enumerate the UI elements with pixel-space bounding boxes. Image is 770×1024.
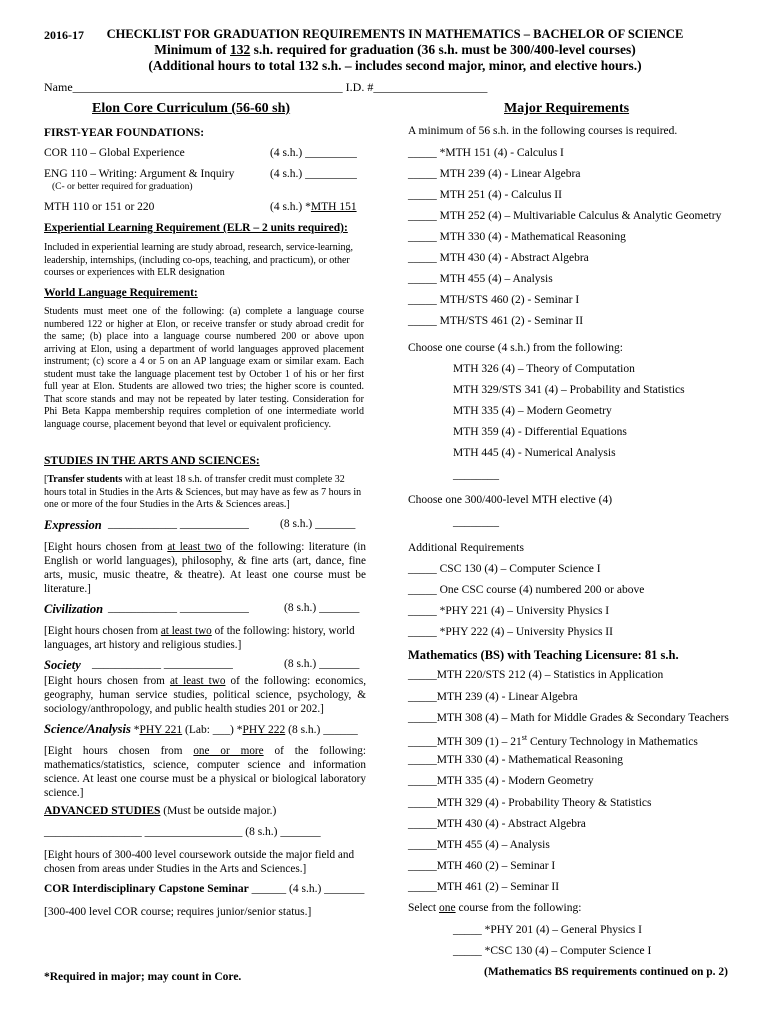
civilization-text-a: [Eight hours chosen from [44, 625, 161, 637]
core-course-item[interactable]: _____ MTH 251 (4) - Calculus II [408, 189, 562, 201]
core-course-item[interactable]: _____ MTH 252 (4) – Multivariable Calculus & Analytic Geometry [408, 210, 722, 222]
transfer-note: [Transfer students with at least 18 s.h. of transfer credit must complete 32 hours total in Studies in the Arts & Sciences, but may have as few as 7 hours in one or more of the four Studies in the Arts & Sciences areas.] [44, 474, 362, 510]
society-description [44, 674, 366, 716]
expression-label: Expression [44, 518, 102, 532]
teaching-item[interactable]: _____MTH 220/STS 212 (4) – Statistics in Application [408, 669, 664, 681]
expression-description [44, 540, 366, 596]
additional-item[interactable]: _____ *PHY 222 (4) – University Physics II [408, 626, 613, 638]
society-hours[interactable]: (8 s.h.) _______ [284, 658, 360, 670]
teaching-item[interactable]: _____MTH 430 (4) - Abstract Algebra [408, 818, 586, 830]
science-text-a: [Eight hours chosen from [44, 745, 194, 757]
continued-note: (Mathematics BS requirements continued on p. 2) [484, 966, 728, 978]
teaching-item[interactable]: _____MTH 461 (2) – Seminar II [408, 881, 560, 893]
name-id-line[interactable]: Name_____________________________________________ I.D. #___________________ [44, 80, 488, 94]
choice-item[interactable]: MTH 335 (4) – Modern Geometry [453, 405, 612, 417]
capstone-description: [300-400 level COR course; requires junior/senior status.] [44, 906, 312, 918]
expression-blanks[interactable]: ____________ ____________ [108, 518, 249, 530]
science-line: Science/Analysis *PHY 221 (Lab: ___) *PHY 222 (8 s.h.) ______ [44, 722, 358, 736]
expression-hours[interactable]: (8 s.h.) _______ [280, 518, 356, 530]
teaching-item[interactable]: _____MTH 308 (4) – Math for Middle Grades & Secondary Teachers [408, 712, 729, 724]
major-heading: Major Requirements [504, 101, 630, 116]
capstone-heading: COR Interdisciplinary Capstone Seminar [44, 883, 249, 895]
min-number: 132 [229, 42, 251, 57]
eng110-hours[interactable]: (4 s.h.) _________ [270, 168, 357, 180]
min-text: Minimum of [154, 42, 230, 57]
civilization-label: Civilization [44, 602, 104, 616]
choice-item[interactable]: MTH 329/STS 341 (4) – Probability and Statistics [453, 384, 685, 396]
core-course-item[interactable]: _____ MTH 455 (4) – Analysis [408, 273, 553, 285]
civilization-blanks[interactable]: ____________ ____________ [108, 602, 249, 614]
school-year: 2016-17 [44, 28, 84, 42]
expression-text-a: [Eight hours chosen from [44, 541, 168, 553]
additional-item[interactable]: _____ *PHY 221 (4) – University Physics I [408, 605, 610, 617]
footnote: *Required in major; may count in Core. [44, 971, 242, 983]
mth309-rest: Century Technology in Mathematics [527, 735, 698, 748]
science-phy221: PHY 221 [139, 724, 183, 736]
civilization-text-u: at least two [160, 625, 212, 637]
teaching-item-mth309[interactable] [408, 733, 698, 748]
civilization-text-b: of the following: history, world languages, art history and religious studies.] [44, 625, 355, 651]
teaching-item[interactable]: _____MTH 335 (4) - Modern Geometry [408, 775, 594, 787]
choice-blank[interactable]: ________ [453, 469, 499, 481]
teaching-item[interactable]: _____MTH 330 (4) - Mathematical Reasoning [408, 754, 623, 766]
teaching-item[interactable]: _____MTH 329 (4) - Probability Theory & Statistics [408, 797, 652, 809]
core-course-item[interactable]: _____ MTH 239 (4) - Linear Algebra [408, 168, 581, 180]
fyf-heading: FIRST-YEAR FOUNDATIONS: [44, 127, 205, 139]
cor110-course: COR 110 – Global Experience [44, 147, 185, 159]
mth309-text: _____MTH 309 (1) – 21 [408, 735, 522, 748]
expression-text-u: at least two [167, 541, 222, 553]
teaching-item[interactable]: _____MTH 460 (2) – Seminar I [408, 860, 556, 872]
science-description [44, 744, 366, 800]
mth110-hours [270, 201, 357, 213]
additional-item[interactable]: _____ CSC 130 (4) – Computer Science I [408, 563, 601, 575]
science-label: Science/Analysis [44, 722, 131, 736]
additional-item[interactable]: _____ One CSC course (4) numbered 200 or above [408, 584, 645, 596]
sas-heading: STUDIES IN THE ARTS AND SCIENCES: [44, 455, 260, 467]
select-b: course from the following: [455, 902, 582, 914]
society-text-a: [Eight hours chosen from [44, 675, 170, 687]
select-item[interactable]: _____ *CSC 130 (4) – Computer Science I [453, 945, 652, 957]
elective-heading: Choose one 300/400-level MTH elective (4) [408, 494, 613, 506]
additional-heading: Additional Requirements [408, 542, 524, 554]
core-course-item[interactable]: _____ MTH/STS 461 (2) - Seminar II [408, 315, 584, 327]
mth110-course: MTH 110 or 151 or 220 [44, 201, 155, 213]
capstone-hours[interactable]: ______ (4 s.h.) _______ [248, 883, 365, 895]
major-intro: A minimum of 56 s.h. in the following courses is required. [408, 125, 678, 137]
advanced-heading: ADVANCED STUDIES [44, 805, 161, 817]
select-a: Select [408, 902, 439, 914]
min-text-rest: s.h. required for graduation (36 s.h. must be 300/400-level courses) [250, 42, 636, 57]
eng110-note: (C- or better required for graduation) [52, 182, 193, 192]
advanced-blanks[interactable]: _________________ _________________ (8 s.h.) _______ [44, 826, 321, 838]
select-one-heading [408, 902, 581, 914]
core-course-item[interactable]: _____ MTH/STS 460 (2) - Seminar I [408, 294, 580, 306]
minimum-hours-line [0, 42, 770, 58]
choose-one-heading: Choose one course (4 s.h.) from the following: [408, 342, 623, 354]
teaching-item[interactable]: _____MTH 455 (4) – Analysis [408, 839, 550, 851]
elr-heading: Experiential Learning Requirement (ELR – 2 units required): [44, 222, 348, 234]
elective-blank[interactable]: ________ [453, 516, 499, 528]
science-text-u: one or more [193, 745, 264, 757]
select-item[interactable]: _____ *PHY 201 (4) – General Physics I [453, 924, 642, 936]
teaching-item[interactable]: _____MTH 239 (4) - Linear Algebra [408, 691, 578, 703]
world-language-heading: World Language Requirement: [44, 287, 198, 299]
science-text-b: of the following: mathematics/statistics, science, computer science and information science. At least one course must be a physical or biological laboratory science.] [44, 745, 367, 799]
select-u: one [438, 902, 456, 914]
core-course-item[interactable]: _____ MTH 330 (4) - Mathematical Reasoning [408, 231, 626, 243]
elr-description: Included in experiential learning are study abroad, research, service-learning, leadership, internships, (including co-ops, teaching, and practicum), or other courses or experiences with ELR designation [44, 242, 354, 278]
science-phy222: PHY 222 [242, 724, 286, 736]
world-language-description: Students must meet one of the following: (a) complete a language course numbered 122 or higher at Elon, or receive transfer or study abroad credit for the same; (b) place into a language course numbered 200 or above upon arriving at Elon, using a department of world languages approved placement instrument; (c) score a 4 or 5 on an AP language exam or similar exam. Each student must take the language placement test by October 1 of his or her first full year at Elon. Students are allowed two tries; the higher score is counted. That score stands and may not be repeated by later testing. Consideration for Phi Beta Kappa membership requires completion of one intermediate world language course, placement beyond that level or equivalent proficiency. [44, 306, 364, 430]
transfer-bold: Transfer students [47, 474, 123, 485]
mth309-sup: st [521, 733, 528, 742]
society-label: Society [44, 658, 81, 672]
advanced-note: (Must be outside major.) [160, 805, 277, 817]
advanced-studies-line [44, 805, 276, 817]
cor110-hours[interactable]: (4 s.h.) _________ [270, 147, 357, 159]
core-course-item[interactable]: _____ MTH 430 (4) - Abstract Algebra [408, 252, 589, 264]
additional-hours-line: (Additional hours to total 132 s.h. – includes second major, minor, and elective hours.) [148, 58, 642, 73]
capstone-line [44, 883, 364, 895]
teaching-heading: Mathematics (BS) with Teaching Licensure: 81 s.h. [408, 648, 679, 662]
society-text-b: of the following: economics, geography, human service studies, political science, psychology, & sociology/anthropology, and public health studies 201 or 202.] [44, 675, 366, 715]
choice-item[interactable]: MTH 326 (4) – Theory of Computation [453, 363, 635, 375]
mth110-sh: (4 s.h.) * [270, 201, 311, 213]
civilization-description [44, 624, 366, 652]
science-hours[interactable]: (8 s.h.) ______ [285, 724, 358, 736]
document-title: CHECKLIST FOR GRADUATION REQUIREMENTS IN MATHEMATICS – BACHELOR OF SCIENCE [106, 27, 684, 41]
choice-item[interactable]: MTH 445 (4) - Numerical Analysis [453, 447, 616, 459]
expression-text-b: of the following: literature (in English or world languages), philosophy, & fine arts (art, dance, fine arts, music, music theatre, & theatre). At least one course must be literature.] [44, 541, 367, 595]
science-lab[interactable]: (Lab: ___) * [182, 724, 243, 736]
transfer-text: with at least 18 s.h. of transfer credit must complete 32 hours total in Studies in the Arts & Sciences, but may have as few as 7 hours in one or more of the four Studies in the Arts & Sciences areas.] [44, 474, 362, 510]
core-course-item[interactable]: _____ *MTH 151 (4) - Calculus I [408, 147, 564, 159]
core-heading: Elon Core Curriculum (56-60 sh) [92, 101, 291, 116]
advanced-description: [Eight hours of 300-400 level coursework outside the major field and chosen from areas under Studies in the Arts and Sciences.] [44, 849, 355, 875]
society-text-u: at least two [169, 675, 226, 687]
civilization-hours[interactable]: (8 s.h.) _______ [284, 602, 360, 614]
eng110-course: ENG 110 – Writing: Argument & Inquiry [44, 168, 235, 180]
mth151-required: MTH 151 [310, 201, 357, 213]
society-blanks[interactable]: ____________ ____________ [92, 658, 233, 670]
choice-item[interactable]: MTH 359 (4) - Differential Equations [453, 426, 627, 438]
